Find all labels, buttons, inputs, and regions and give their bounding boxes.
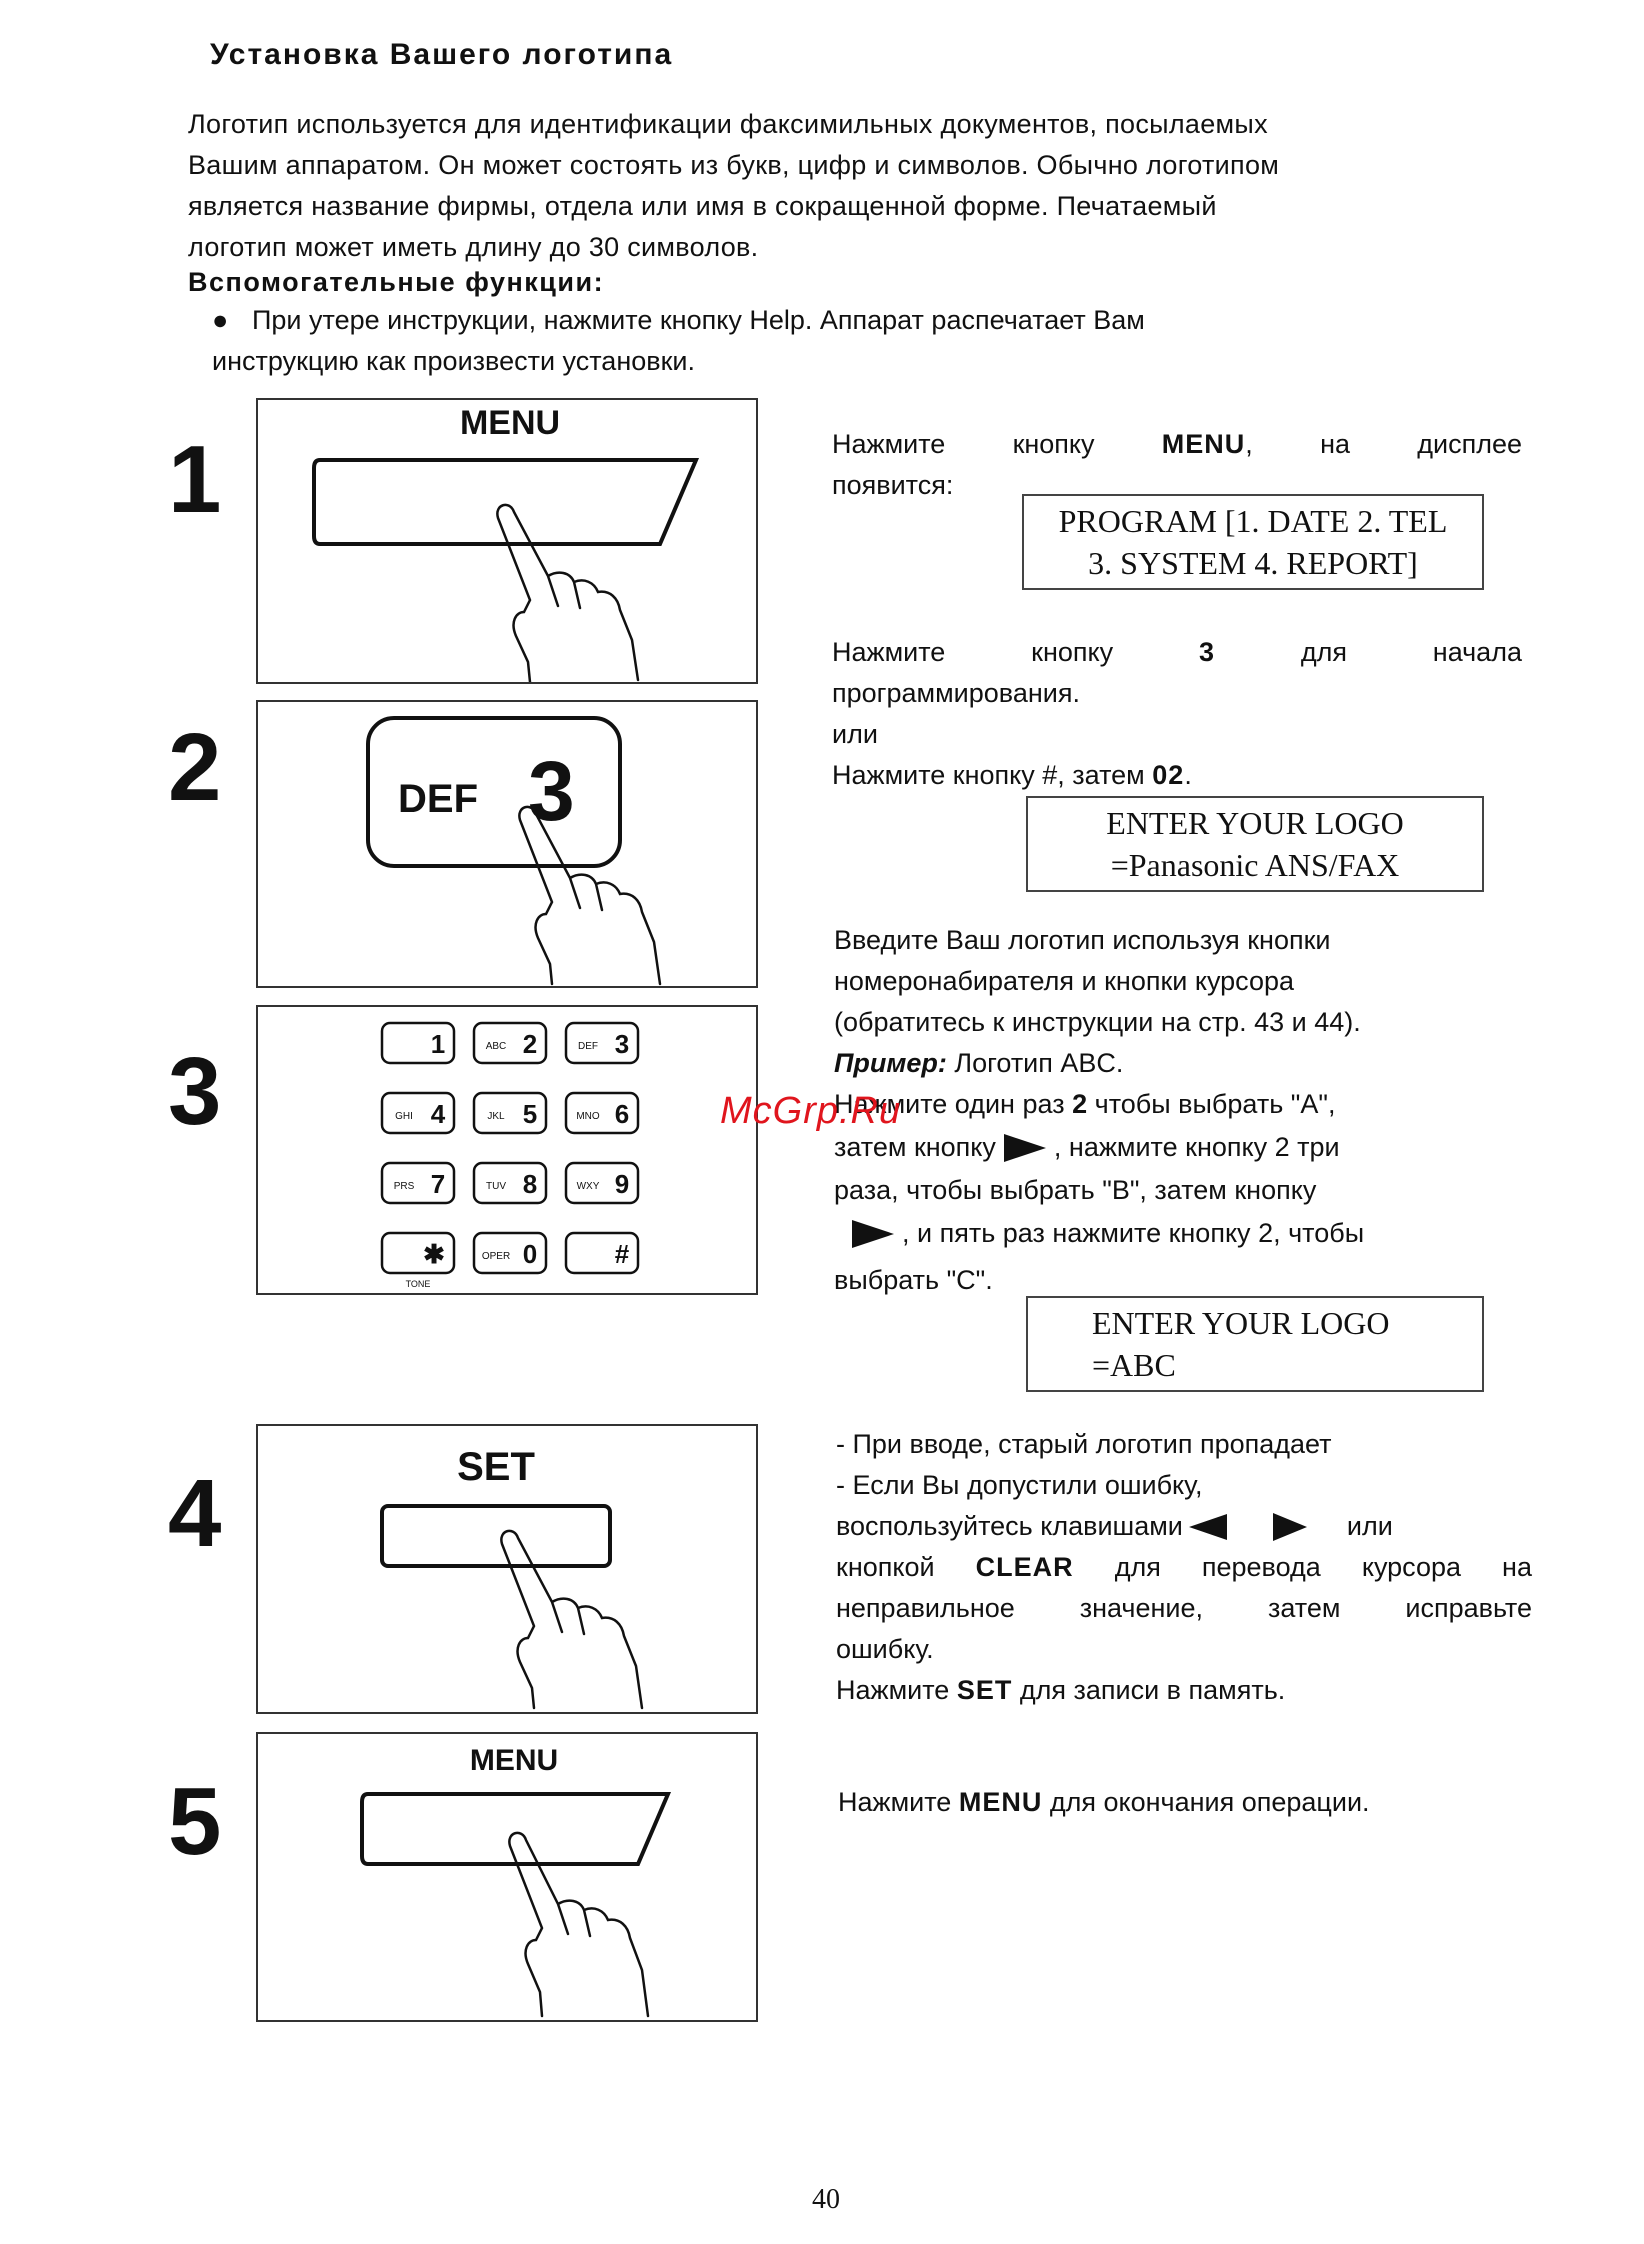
word: кнопкой bbox=[836, 1552, 935, 1582]
lcd-line: =Panasonic ANS/FAX bbox=[1110, 847, 1400, 883]
set-key-label: SET bbox=[457, 1445, 535, 1489]
instruction-text: затем кнопку bbox=[834, 1132, 996, 1162]
instruction-line: неправильное значение, затем исправьте bbox=[836, 1593, 1532, 1623]
aux-bullet-text bbox=[212, 300, 1542, 382]
menu-key-label: MENU bbox=[469, 1744, 559, 1777]
instruction-line: программирования. bbox=[832, 678, 1080, 708]
code-keyword: 02 bbox=[1152, 760, 1185, 790]
menu-keyword: MENU bbox=[958, 1787, 1043, 1817]
right-arrow-icon bbox=[1004, 1134, 1046, 1162]
key-0: 0 bbox=[522, 1239, 538, 1269]
word: кнопку bbox=[1012, 429, 1095, 459]
word: дисплее bbox=[1417, 429, 1522, 459]
instruction-text: Нажмите bbox=[836, 1675, 950, 1705]
step5-instruction bbox=[838, 1782, 1538, 1823]
word: начала bbox=[1432, 637, 1522, 667]
set-key-press-icon bbox=[258, 1426, 756, 1712]
key-7: 7 bbox=[430, 1169, 446, 1199]
key-5: 5 bbox=[522, 1099, 538, 1129]
instruction-text: для перевода курсора на bbox=[1114, 1552, 1532, 1582]
watermark: McGrp.Ru bbox=[720, 1090, 902, 1132]
right-arrow-icon bbox=[1273, 1513, 1307, 1541]
word: кнопку bbox=[1031, 637, 1114, 667]
menu-key-label: MENU bbox=[459, 404, 561, 442]
bullet-icon: ● bbox=[212, 305, 229, 335]
example-text: Логотип ABC. bbox=[954, 1048, 1124, 1078]
right-arrow-icon bbox=[852, 1220, 894, 1248]
step3-keypad-illustration bbox=[256, 1005, 758, 1295]
menu-key-press-icon bbox=[258, 1734, 756, 2020]
key-4-letters: GHI bbox=[395, 1111, 413, 1122]
punct: , bbox=[1245, 429, 1253, 459]
keypad-icon bbox=[258, 1007, 756, 1293]
step-number: 1 bbox=[168, 426, 222, 533]
instruction-text: или bbox=[1346, 1511, 1393, 1541]
key-2-letters: ABC bbox=[485, 1041, 507, 1052]
key-9: 9 bbox=[614, 1169, 630, 1199]
def3-key-press-icon bbox=[258, 702, 756, 986]
instruction-line: раза, чтобы выбрать "B", затем кнопку bbox=[834, 1175, 1317, 1205]
step5-illustration bbox=[256, 1732, 758, 2022]
intro-line: Вашим аппаратом. Он может состоять из букв, цифр и символов. Обычно логотипом bbox=[188, 150, 1280, 180]
aux-heading: Вспомогательные функции: bbox=[188, 267, 605, 297]
clear-keyword: CLEAR bbox=[975, 1552, 1074, 1582]
instruction-text: для окончания операции. bbox=[1049, 1787, 1370, 1817]
lcd-display-logo bbox=[1026, 796, 1484, 892]
instruction-text: Нажмите bbox=[838, 1787, 952, 1817]
intro-line: логотип может иметь длину до 30 символов. bbox=[188, 232, 759, 262]
example-label: Пример: bbox=[834, 1048, 947, 1078]
instruction-line: номеронабирателя и кнопки курсора bbox=[834, 966, 1295, 996]
step3-instruction bbox=[834, 920, 1534, 1301]
step4-instruction bbox=[836, 1424, 1532, 1711]
word: Нажмите bbox=[832, 637, 946, 667]
key-star: ✱ bbox=[423, 1239, 445, 1269]
instruction-line: появится: bbox=[832, 470, 954, 500]
key-3-label: 3 bbox=[528, 744, 575, 838]
set-keyword: SET bbox=[956, 1675, 1013, 1705]
instruction-text: чтобы выбрать "A", bbox=[1094, 1089, 1336, 1119]
lcd-line: PROGRAM [1. DATE 2. TEL bbox=[1058, 503, 1448, 539]
key-5-letters: JKL bbox=[487, 1111, 505, 1122]
instruction-line: ошибку. bbox=[836, 1634, 934, 1664]
instruction-text: для записи в память. bbox=[1019, 1675, 1286, 1705]
word: для bbox=[1300, 637, 1347, 667]
lcd-line: ENTER YOUR LOGO bbox=[1092, 1305, 1390, 1341]
word: Нажмите bbox=[832, 429, 946, 459]
intro-line: является название фирмы, отдела или имя в сокращенной форме. Печатаемый bbox=[188, 191, 1217, 221]
key-2-keyword: 2 bbox=[1072, 1089, 1088, 1119]
aux-line: При утере инструкции, нажмите кнопку Help. Аппарат распечатает Вам bbox=[252, 305, 1145, 335]
step2-illustration bbox=[256, 700, 758, 988]
intro-line: Логотип используется для идентификации факсимильных документов, посылаемых bbox=[188, 109, 1268, 139]
tone-label: TONE bbox=[405, 1279, 431, 1289]
key-3-keyword: 3 bbox=[1198, 637, 1215, 667]
word: на bbox=[1320, 429, 1350, 459]
def-label: DEF bbox=[398, 777, 478, 821]
step-number: 2 bbox=[168, 714, 222, 821]
menu-keyword: MENU bbox=[1161, 429, 1246, 459]
key-7-letters: PRS bbox=[393, 1181, 415, 1192]
key-3: 3 bbox=[614, 1029, 630, 1059]
intro-paragraph bbox=[188, 104, 1548, 268]
instruction-text: воспользуйтесь клавишами bbox=[836, 1511, 1183, 1541]
key-hash: # bbox=[614, 1239, 630, 1269]
lcd-line: 3. SYSTEM 4. REPORT] bbox=[1088, 545, 1418, 581]
instruction-text: Нажмите один раз bbox=[834, 1089, 1065, 1119]
punct: . bbox=[1184, 760, 1192, 790]
step2-instruction bbox=[832, 632, 1522, 796]
key-3-letters: DEF bbox=[578, 1041, 598, 1052]
instruction-line: - При вводе, старый логотип пропадает bbox=[836, 1429, 1332, 1459]
key-1: 1 bbox=[430, 1029, 446, 1059]
key-0-letters: OPER bbox=[481, 1251, 511, 1262]
instruction-line: - Если Вы допустили ошибку, bbox=[836, 1470, 1203, 1500]
key-8: 8 bbox=[522, 1169, 538, 1199]
key-4: 4 bbox=[430, 1099, 446, 1129]
instruction-text: Нажмите кнопку #, затем bbox=[832, 760, 1145, 790]
lcd-line: ENTER YOUR LOGO bbox=[1106, 805, 1404, 841]
menu-key-press-icon bbox=[258, 400, 756, 682]
page-title: Установка Вашего логотипа bbox=[210, 38, 674, 71]
instruction-line: Введите Ваш логотип используя кнопки bbox=[834, 925, 1331, 955]
step4-illustration bbox=[256, 1424, 758, 1714]
key-9-letters: WXY bbox=[576, 1181, 600, 1192]
instruction-line: выбрать "C". bbox=[834, 1265, 993, 1295]
left-arrow-icon bbox=[1189, 1514, 1227, 1540]
instruction-text: , и пять раз нажмите кнопку 2, чтобы bbox=[902, 1218, 1365, 1248]
step-number: 5 bbox=[168, 1768, 222, 1875]
lcd-display-program bbox=[1022, 494, 1484, 590]
key-8-letters: TUV bbox=[486, 1181, 506, 1192]
step1-illustration bbox=[256, 398, 758, 684]
key-6: 6 bbox=[614, 1099, 630, 1129]
instruction-line: (обратитесь к инструкции на стр. 43 и 44). bbox=[834, 1007, 1361, 1037]
instruction-text: , нажмите кнопку 2 три bbox=[1053, 1132, 1340, 1162]
step-number: 3 bbox=[168, 1038, 222, 1145]
instruction-line: или bbox=[832, 719, 878, 749]
lcd-line: =ABC bbox=[1092, 1347, 1176, 1383]
key-2: 2 bbox=[522, 1029, 538, 1059]
lcd-display-abc bbox=[1026, 1296, 1484, 1392]
step-number: 4 bbox=[168, 1460, 222, 1567]
aux-line: инструкцию как произвести установки. bbox=[212, 346, 695, 376]
page-number: 40 bbox=[812, 2184, 840, 2215]
key-6-letters: MNO bbox=[576, 1111, 600, 1122]
